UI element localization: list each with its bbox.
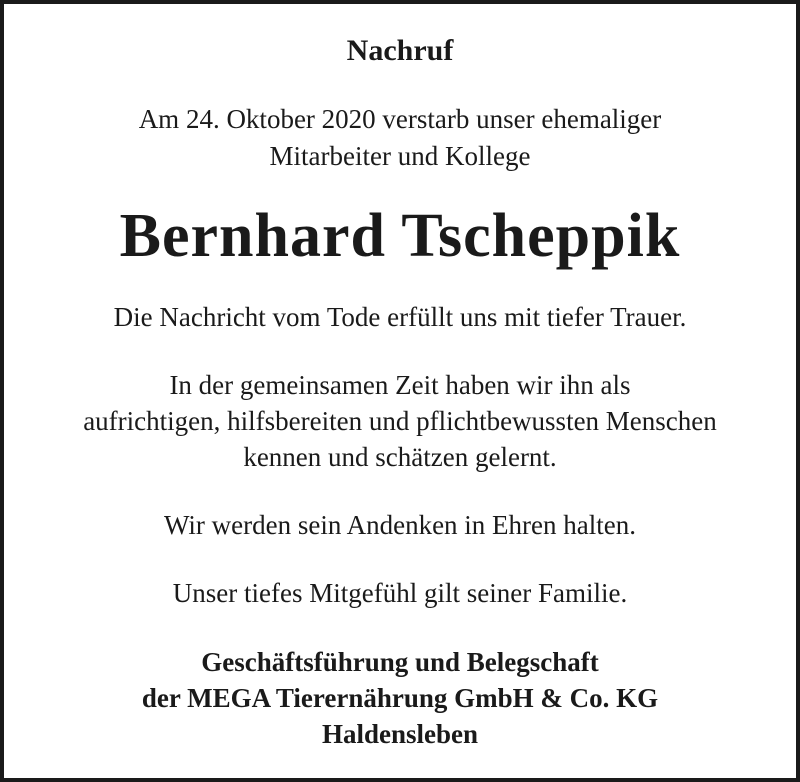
signature-line: Geschäftsführung und Belegschaft	[201, 647, 599, 677]
paragraph-tribute-line: aufrichtigen, hilfsbereiten und pflichtbewussten Menschen	[83, 406, 717, 436]
paragraph-tribute-line: In der gemeinsamen Zeit haben wir ihn als	[169, 370, 631, 400]
paragraph-condolence: Unser tiefes Mitgefühl gilt seiner Familie.	[172, 578, 628, 608]
intro-line: Mitarbeiter und Kollege	[269, 141, 531, 171]
intro-line: Am 24. Oktober 2020 verstarb unser ehemaliger	[138, 104, 662, 134]
signature-line: Haldensleben	[321, 719, 479, 749]
notice-title: Nachruf	[346, 34, 454, 67]
signature-line: der MEGA Tierernährung GmbH & Co. KG	[141, 683, 659, 713]
paragraph-tribute-line: kennen und schätzen gelernt.	[243, 442, 557, 472]
deceased-name: Bernhard Tscheppik	[119, 202, 681, 270]
paragraph-grief: Die Nachricht vom Tode erfüllt uns mit tiefer Trauer.	[113, 302, 687, 332]
paragraph-remembrance: Wir werden sein Andenken in Ehren halten.	[163, 510, 636, 540]
